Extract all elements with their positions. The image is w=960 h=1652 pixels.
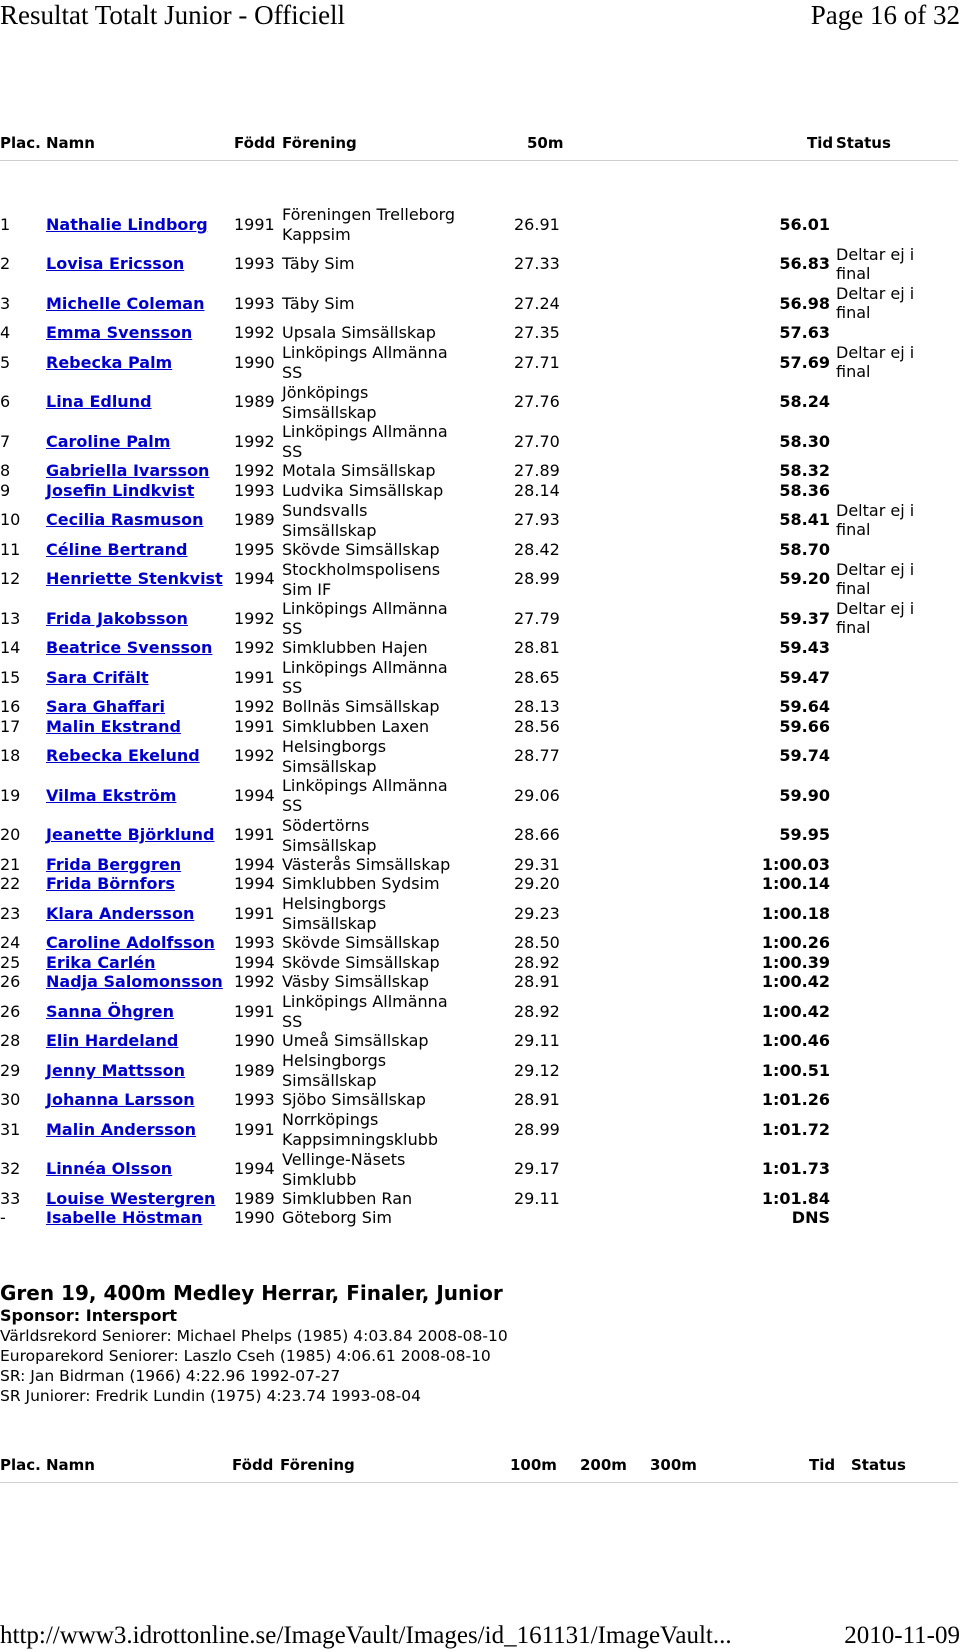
final-time: 1:00.46 — [761, 1031, 830, 1051]
athlete-name-link[interactable]: Rebecka Ekelund — [46, 746, 200, 766]
birth-year: 1992 — [234, 461, 275, 481]
split-50m: 27.89 — [514, 461, 560, 481]
event-sponsor: Sponsor: Intersport — [0, 1306, 177, 1325]
placing: 24 — [0, 933, 21, 953]
header-300m: 300m — [650, 1456, 697, 1474]
club-name: Umeå Simsällskap — [282, 1031, 429, 1051]
placing: 30 — [0, 1090, 21, 1110]
birth-year: 1993 — [234, 1090, 275, 1110]
header-forening: Förening — [280, 1456, 355, 1474]
club-name: Norrköpings — [282, 1110, 379, 1129]
split-50m: 27.35 — [514, 323, 560, 343]
placing: 4 — [0, 323, 11, 343]
header-status: Status — [836, 134, 891, 152]
birth-year: 1991 — [234, 825, 275, 845]
event-title: Gren 19, 400m Medley Herrar, Finaler, Junior — [0, 1281, 503, 1305]
page-header — [0, 0, 960, 40]
final-time: 59.20 — [779, 569, 830, 589]
placing: 26 — [0, 1001, 21, 1021]
final-time: 1:00.39 — [761, 952, 830, 972]
athlete-name-link[interactable]: Sanna Öhgren — [46, 1001, 175, 1021]
athlete-name-link[interactable]: Malin Andersson — [46, 1119, 197, 1139]
record-line: Europarekord Seniorer: Laszlo Cseh (1985) 4:06.61 2008-08-10 — [0, 1347, 491, 1365]
split-50m: 29.11 — [514, 1188, 560, 1208]
final-time: 1:00.51 — [761, 1060, 830, 1080]
status-note: final — [836, 519, 871, 539]
athlete-name-link[interactable]: Caroline Adolfsson — [46, 933, 215, 953]
split-50m: 28.50 — [514, 933, 560, 953]
placing: 22 — [0, 874, 21, 894]
final-time: 58.24 — [779, 392, 830, 412]
club-name: Simklubben Sydsim — [282, 874, 440, 894]
club-name: SS — [282, 363, 303, 382]
final-time: 1:00.26 — [761, 933, 830, 953]
split-50m: 29.31 — [514, 854, 560, 874]
final-time: 1:00.42 — [761, 1001, 830, 1021]
split-50m: 28.14 — [514, 480, 560, 500]
birth-year: 1991 — [234, 903, 275, 923]
birth-year: 1991 — [234, 214, 275, 234]
final-time: 59.37 — [779, 608, 830, 628]
placing: 33 — [0, 1188, 21, 1208]
birth-year: 1989 — [234, 392, 275, 412]
placing: 11 — [0, 539, 21, 559]
placing: 13 — [0, 608, 21, 628]
final-time: 58.30 — [779, 431, 830, 451]
athlete-name-link[interactable]: Johanna Larsson — [46, 1090, 195, 1110]
header-tid: Tid — [807, 134, 834, 152]
header-namn: Namn — [46, 1456, 95, 1474]
status-note: final — [836, 362, 871, 381]
club-name: Södertörns — [282, 815, 370, 835]
header-namn: Namn — [46, 134, 95, 152]
split-50m: 28.13 — [514, 697, 560, 717]
status-note: final — [836, 263, 871, 283]
footer-date: 2010-11-09 — [844, 1622, 960, 1649]
athlete-name-link[interactable]: Lina Edlund — [46, 392, 152, 412]
header-status: Status — [851, 1456, 906, 1474]
club-name: Linköpings Allmänna — [282, 776, 448, 795]
athlete-name-link[interactable]: Klara Andersson — [46, 903, 195, 923]
birth-year: 1991 — [234, 1119, 275, 1139]
final-time: 59.43 — [779, 638, 830, 658]
final-time: 1:01.84 — [761, 1188, 830, 1208]
club-name: Sundsvalls — [282, 500, 368, 520]
birth-year: 1992 — [234, 431, 275, 451]
record-line: SR Juniorer: Fredrik Lundin (1975) 4:23.74 1993-08-04 — [0, 1387, 421, 1405]
split-50m: 28.77 — [514, 746, 560, 766]
status-note: final — [836, 578, 871, 598]
final-time: 57.69 — [779, 352, 830, 372]
final-time: 1:00.42 — [761, 972, 830, 992]
athlete-name-link[interactable]: Caroline Palm — [46, 431, 171, 451]
club-name: Simklubben Ran — [282, 1188, 413, 1208]
event-block — [0, 1280, 508, 1406]
athlete-name-link[interactable]: Jeanette Björklund — [46, 825, 215, 845]
birth-year: 1992 — [234, 972, 275, 992]
club-name: Simklubb — [282, 1169, 357, 1189]
split-50m: 28.92 — [514, 952, 560, 972]
club-name: SS — [282, 619, 303, 638]
birth-year: 1991 — [234, 667, 275, 687]
club-name: Bollnäs Simsällskap — [282, 697, 440, 717]
athlete-name-link[interactable]: Rebecka Palm — [46, 352, 173, 372]
final-time: 58.70 — [779, 539, 830, 559]
club-name: Sim IF — [282, 579, 332, 599]
header-fodd: Född — [232, 1456, 274, 1474]
club-name: Linköpings Allmänna — [282, 658, 448, 677]
record-line: Världsrekord Seniorer: Michael Phelps (1985) 4:03.84 2008-08-10 — [0, 1327, 508, 1345]
club-name: Skövde Simsällskap — [282, 539, 440, 559]
club-name: Stockholmspolisens — [282, 559, 441, 579]
placing: 1 — [0, 214, 11, 234]
header-plac: Plac. — [0, 134, 41, 152]
split-50m: 28.99 — [514, 1119, 560, 1139]
split-50m: 26.91 — [514, 214, 560, 234]
club-name: Väsby Simsällskap — [282, 972, 430, 992]
placing: 18 — [0, 746, 21, 766]
club-name: Skövde Simsällskap — [282, 952, 440, 972]
final-time: 1:00.18 — [761, 903, 830, 923]
placing: 20 — [0, 825, 21, 845]
birth-year: 1991 — [234, 1001, 275, 1021]
athlete-name-link[interactable]: Céline Bertrand — [46, 539, 188, 559]
club-name: Västerås Simsällskap — [282, 854, 451, 874]
club-name: Kappsim — [282, 225, 351, 244]
club-name: Simsällskap — [282, 1071, 377, 1090]
header-50m: 50m — [527, 134, 564, 152]
birth-year: 1992 — [234, 323, 275, 343]
placing: 32 — [0, 1159, 21, 1179]
placing: 19 — [0, 785, 21, 805]
page-footer — [0, 1616, 960, 1652]
club-name: Upsala Simsällskap — [282, 323, 436, 343]
club-name: Göteborg Sim — [282, 1208, 392, 1228]
placing: 14 — [0, 638, 21, 658]
club-name: SS — [282, 442, 303, 461]
split-50m: 28.91 — [514, 972, 560, 992]
placing: 26 — [0, 972, 21, 992]
placing: 16 — [0, 697, 21, 717]
status-note: Deltar ej i — [836, 599, 915, 618]
birth-year: 1990 — [234, 1208, 275, 1228]
club-name: Täby Sim — [282, 293, 355, 313]
birth-year: 1992 — [234, 638, 275, 658]
club-name: Föreningen Trelleborg — [282, 205, 456, 224]
athlete-name-link[interactable]: Linnéa Olsson — [46, 1159, 173, 1179]
header-divider — [0, 160, 958, 161]
footer-url: http://www3.idrottonline.se/ImageVault/Images/id_161131/ImageVault... — [0, 1622, 732, 1649]
final-time: 1:01.26 — [761, 1090, 830, 1110]
final-time: 57.63 — [779, 323, 830, 343]
club-name: Simklubben Laxen — [282, 716, 430, 736]
athlete-name-link[interactable]: Louise Westergren — [46, 1188, 216, 1208]
club-name: Linköpings Allmänna — [282, 343, 448, 362]
placing: - — [0, 1208, 6, 1228]
status-note: Deltar ej i — [836, 244, 915, 264]
club-name: Helsingborgs — [282, 736, 387, 756]
placing: 28 — [0, 1031, 21, 1051]
split-50m: 29.20 — [514, 874, 560, 894]
club-name: Simsällskap — [282, 914, 377, 933]
athlete-name-link[interactable]: Sara Crifält — [46, 667, 149, 687]
athlete-name-link[interactable]: Malin Ekstrand — [46, 716, 181, 736]
club-name: Vellinge-Näsets — [282, 1149, 406, 1169]
placing: 29 — [0, 1060, 21, 1080]
header-100m: 100m — [510, 1456, 557, 1474]
split-50m: 28.81 — [514, 638, 560, 658]
athlete-name-link[interactable]: Jenny Mattsson — [46, 1060, 186, 1080]
birth-year: 1992 — [234, 697, 275, 717]
status-note: Deltar ej i — [836, 343, 915, 362]
club-name: Helsingborgs — [282, 1051, 387, 1070]
placing: 10 — [0, 510, 21, 530]
header-fodd: Född — [234, 134, 276, 152]
club-name: Sjöbo Simsällskap — [282, 1090, 426, 1110]
club-name: Simsällskap — [282, 402, 377, 422]
split-50m: 28.42 — [514, 539, 560, 559]
club-name: Simsällskap — [282, 756, 377, 776]
placing: 31 — [0, 1119, 21, 1139]
final-time: 1:00.03 — [761, 854, 830, 874]
status-note: final — [836, 618, 871, 637]
header-200m: 200m — [580, 1456, 627, 1474]
club-name: Simklubben Hajen — [282, 638, 428, 658]
split-50m: 28.66 — [514, 825, 560, 845]
header-plac: Plac. — [0, 1456, 41, 1474]
athlete-name-link[interactable]: Frida Jakobsson — [46, 608, 188, 628]
placing: 23 — [0, 903, 21, 923]
placing: 5 — [0, 352, 11, 372]
header-tid: Tid — [809, 1456, 836, 1474]
split-50m: 29.17 — [514, 1159, 560, 1179]
page-number: Page 16 of 32 — [810, 0, 960, 30]
birth-year: 1993 — [234, 480, 275, 500]
birth-year: 1993 — [234, 933, 275, 953]
status-note: Deltar ej i — [836, 500, 915, 520]
athlete-name-link[interactable]: Frida Börnfors — [46, 874, 175, 894]
athlete-name-link[interactable]: Lovisa Ericsson — [46, 254, 185, 274]
final-time: 58.41 — [779, 510, 830, 530]
status-note: final — [836, 303, 871, 322]
club-name: Jönköpings — [282, 382, 369, 402]
final-time: 56.01 — [779, 214, 830, 234]
birth-year: 1994 — [234, 569, 275, 589]
final-time: DNS — [791, 1208, 830, 1228]
birth-year: 1992 — [234, 608, 275, 628]
status-note: Deltar ej i — [836, 284, 915, 303]
split-50m: 29.06 — [514, 785, 560, 805]
birth-year: 1994 — [234, 1159, 275, 1179]
placing: 25 — [0, 952, 21, 972]
athlete-name-link[interactable]: Sara Ghaffari — [46, 697, 166, 717]
placing: 17 — [0, 716, 21, 736]
club-name: Motala Simsällskap — [282, 461, 436, 481]
split-50m: 27.33 — [514, 254, 560, 274]
final-time: 1:01.72 — [761, 1119, 830, 1139]
birth-year: 1994 — [234, 785, 275, 805]
club-name: Helsingborgs — [282, 894, 387, 913]
status-note: Deltar ej i — [836, 559, 915, 579]
club-name: Linköpings Allmänna — [282, 599, 448, 618]
club-name: Linköpings Allmänna — [282, 992, 448, 1011]
split-50m: 27.76 — [514, 392, 560, 412]
split-50m: 28.99 — [514, 569, 560, 589]
final-time: 59.64 — [779, 697, 830, 717]
results-table-header — [0, 134, 960, 154]
birth-year: 1995 — [234, 539, 275, 559]
birth-year: 1992 — [234, 746, 275, 766]
header-divider — [0, 1482, 958, 1483]
athlete-name-link[interactable]: Isabelle Höstman — [46, 1208, 203, 1228]
birth-year: 1990 — [234, 352, 275, 372]
club-name: Simsällskap — [282, 835, 377, 855]
birth-year: 1989 — [234, 1060, 275, 1080]
athlete-name-link[interactable]: Vilma Ekström — [46, 785, 177, 805]
club-name: Kappsimningsklubb — [282, 1130, 439, 1149]
birth-year: 1994 — [234, 854, 275, 874]
athlete-name-link[interactable]: Emma Svensson — [46, 323, 193, 343]
placing: 8 — [0, 461, 11, 481]
split-50m: 27.70 — [514, 431, 560, 451]
birth-year: 1989 — [234, 510, 275, 530]
birth-year: 1991 — [234, 716, 275, 736]
final-time: 59.90 — [779, 785, 830, 805]
athlete-name-link[interactable]: Michelle Coleman — [46, 293, 205, 313]
club-name: Simsällskap — [282, 520, 377, 540]
club-name: SS — [282, 796, 303, 815]
split-50m: 29.11 — [514, 1031, 560, 1051]
split-50m: 28.92 — [514, 1001, 560, 1021]
birth-year: 1994 — [234, 952, 275, 972]
split-50m: 28.91 — [514, 1090, 560, 1110]
birth-year: 1993 — [234, 293, 275, 313]
club-name: Täby Sim — [282, 254, 355, 274]
final-time: 59.66 — [779, 716, 830, 736]
split-50m: 27.79 — [514, 608, 560, 628]
birth-year: 1989 — [234, 1188, 275, 1208]
athlete-name-link[interactable]: Cecilia Rasmuson — [46, 510, 204, 530]
split-50m: 28.56 — [514, 716, 560, 736]
athlete-name-link[interactable]: Elin Hardeland — [46, 1031, 179, 1051]
athlete-name-link[interactable]: Erika Carlén — [46, 952, 156, 972]
athlete-name-link[interactable]: Beatrice Svensson — [46, 638, 213, 658]
header-forening: Förening — [282, 134, 357, 152]
final-time: 59.95 — [779, 825, 830, 845]
medley-table-header — [0, 1456, 960, 1476]
athlete-name-link[interactable]: Josefin Lindkvist — [46, 480, 195, 500]
record-line: SR: Jan Bidrman (1966) 4:22.96 1992-07-27 — [0, 1367, 341, 1385]
final-time: 58.36 — [779, 480, 830, 500]
placing: 21 — [0, 854, 21, 874]
placing: 2 — [0, 254, 11, 274]
birth-year: 1994 — [234, 874, 275, 894]
placing: 12 — [0, 569, 21, 589]
split-50m: 28.65 — [514, 667, 560, 687]
athlete-name-link[interactable]: Frida Berggren — [46, 854, 182, 874]
placing: 7 — [0, 431, 11, 451]
club-name: SS — [282, 678, 303, 697]
placing: 9 — [0, 480, 11, 500]
athlete-name-link[interactable]: Nadja Salomonsson — [46, 972, 223, 992]
placing: 15 — [0, 667, 21, 687]
athlete-name-link[interactable]: Nathalie Lindborg — [46, 214, 208, 234]
athlete-name-link[interactable]: Gabriella Ivarsson — [46, 461, 210, 481]
club-name: SS — [282, 1012, 303, 1031]
birth-year: 1990 — [234, 1031, 275, 1051]
split-50m: 29.23 — [514, 903, 560, 923]
split-50m: 29.12 — [514, 1060, 560, 1080]
final-time: 1:00.14 — [761, 874, 830, 894]
final-time: 59.47 — [779, 667, 830, 687]
final-time: 56.98 — [779, 293, 830, 313]
athlete-name-link[interactable]: Henriette Stenkvist — [46, 569, 223, 589]
club-name: Ludvika Simsällskap — [282, 480, 444, 500]
placing: 3 — [0, 293, 11, 313]
split-50m: 27.24 — [514, 293, 560, 313]
club-name: Linköpings Allmänna — [282, 422, 448, 441]
birth-year: 1993 — [234, 254, 275, 274]
final-time: 59.74 — [779, 746, 830, 766]
document-title: Resultat Totalt Junior - Officiell — [0, 0, 346, 30]
final-time: 56.83 — [779, 254, 830, 274]
final-time: 1:01.73 — [761, 1159, 830, 1179]
split-50m: 27.71 — [514, 352, 560, 372]
split-50m: 27.93 — [514, 510, 560, 530]
placing: 6 — [0, 392, 11, 412]
club-name: Skövde Simsällskap — [282, 933, 440, 953]
final-time: 58.32 — [779, 461, 830, 481]
